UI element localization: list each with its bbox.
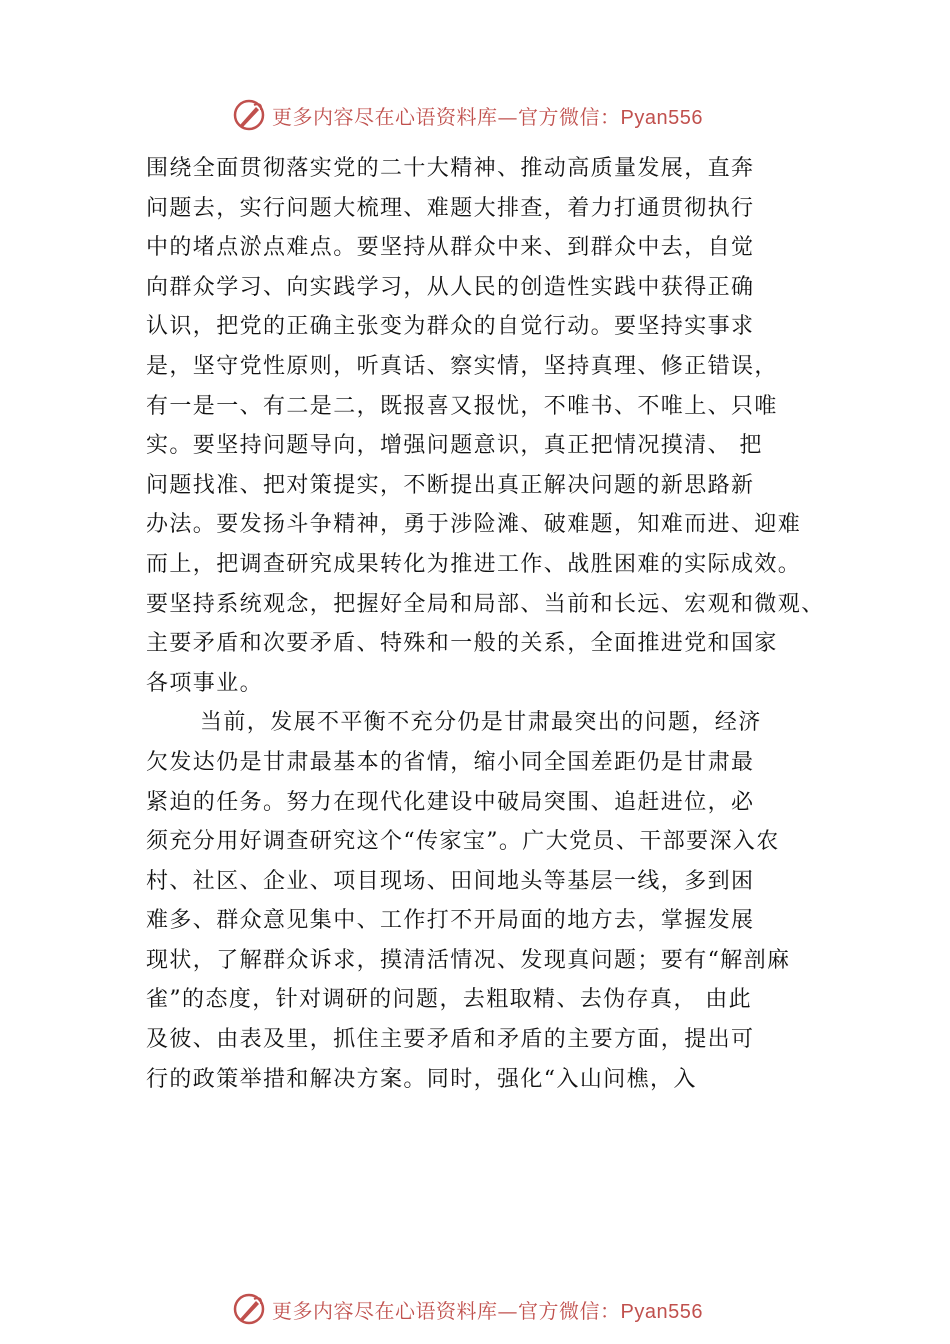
body-line: 围绕全面贯彻落实党的二十大精神、推动高质量发展，直奔 — [146, 156, 755, 181]
footer-watermark-banner — [232, 1291, 703, 1327]
pen-logo-icon — [232, 98, 266, 132]
pen-logo-icon — [232, 1292, 266, 1326]
document-body — [146, 149, 846, 1099]
body-line: 现状，了解群众诉求，摸清活情况、发现真问题；要有“解剖麻 — [146, 947, 791, 973]
body-line: 是，坚守党性原则，听真话、察实情，坚持真理、修正错误， — [146, 353, 778, 379]
body-line: 行的政策举措和解决方案。同时，强化“入山问樵，入 — [146, 1066, 697, 1092]
paragraph-start-line: 当前，发展不平衡不充分仍是甘肃最突出的问题，经济 — [200, 710, 762, 736]
body-line: 须充分用好调查研究这个“传家宝”。广大党员、干部要深入农 — [146, 829, 780, 855]
header-banner-text: 更多内容尽在心语资料库—官方微信：Pyan556 — [272, 104, 703, 129]
body-line: 各项事业。 — [146, 670, 264, 696]
body-line: 而上，把调查研究成果转化为推进工作、战胜困难的实际成效。 — [146, 551, 802, 577]
body-line: 实。要坚持问题导向，增强问题意识，真正把情况摸清、 把 — [146, 433, 763, 459]
body-line: 办法。要发扬斗争精神，勇于涉险滩、破难题，知难而进、迎难 — [146, 512, 802, 538]
body-line: 主要矛盾和次要矛盾、特殊和一般的关系，全面推进党和国家 — [146, 631, 778, 657]
header-banner-id: Pyan556 — [620, 106, 703, 129]
body-line: 要坚持系统观念，把握好全局和局部、当前和长远、宏观和微观、 — [146, 591, 825, 617]
body-line: 难多、群众意见集中、工作打不开局面的地方去，掌握发展 — [146, 908, 755, 934]
body-line: 紧迫的任务。努力在现代化建设中破局突围、追赶进位，必 — [146, 789, 755, 815]
body-line: 问题去，实行问题大梳理、难题大排查，着力打通贯彻执行 — [146, 195, 755, 221]
body-line: 向群众学习、向实践学习，从人民的创造性实践中获得正确 — [146, 274, 755, 300]
body-line: 问题找准、把对策提实，不断提出真正解决问题的新思路新 — [146, 472, 755, 498]
body-line: 村、社区、企业、项目现场、田间地头等基层一线，多到困 — [146, 868, 755, 894]
header-watermark-banner — [232, 97, 703, 133]
body-line: 及彼、由表及里，抓住主要矛盾和矛盾的主要方面，提出可 — [146, 1027, 755, 1053]
footer-banner-text: 更多内容尽在心语资料库—官方微信：Pyan556 — [272, 1298, 703, 1323]
body-line: 雀”的态度，针对调研的问题，去粗取精、去伪存真， 由此 — [146, 987, 753, 1013]
footer-banner-id: Pyan556 — [620, 1300, 703, 1323]
body-line: 欠发达仍是甘肃最基本的省情，缩小同全国差距仍是甘肃最 — [146, 749, 755, 775]
body-line: 中的堵点淤点难点。要坚持从群众中来、到群众中去，自觉 — [146, 235, 755, 261]
body-line: 认识，把党的正确主张变为群众的自觉行动。要坚持实事求 — [146, 314, 755, 340]
body-line: 有一是一、有二是二，既报喜又报忧，不唯书、不唯上、只唯 — [146, 393, 778, 419]
